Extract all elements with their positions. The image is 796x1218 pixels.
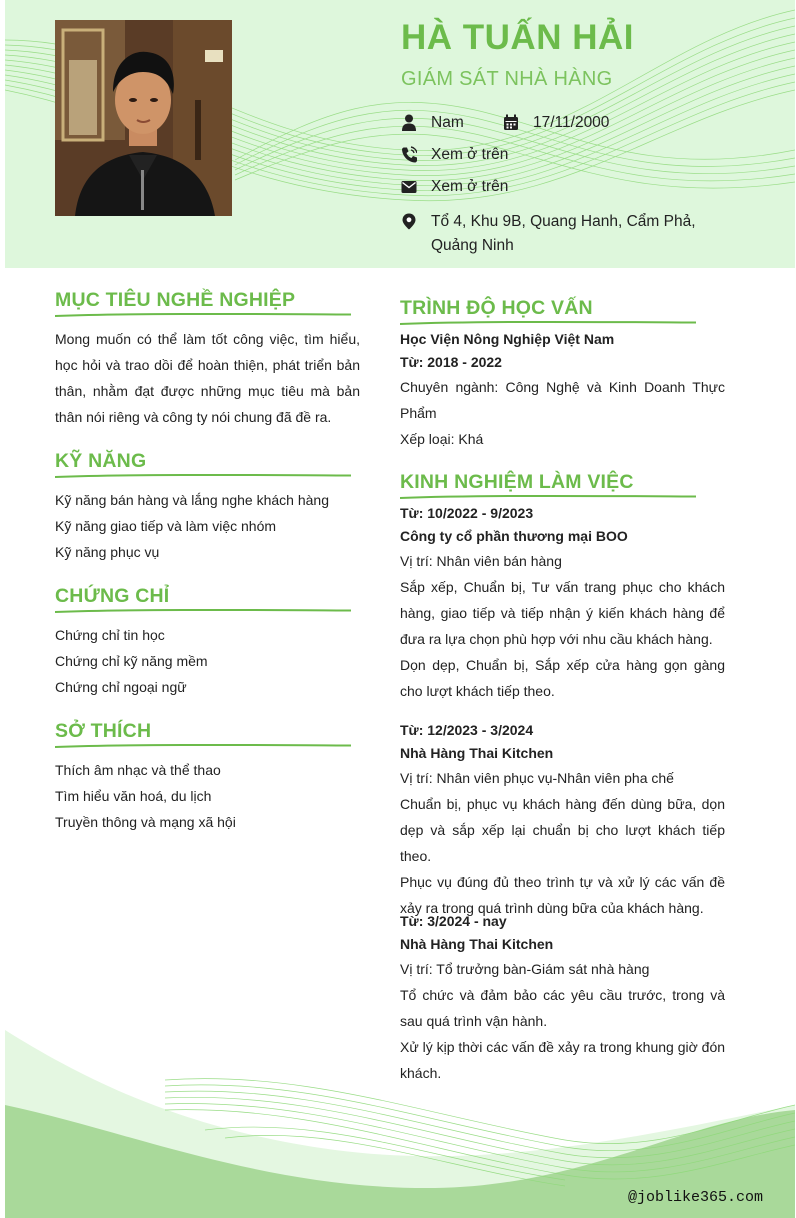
- hobby-item: Tìm hiểu văn hoá, du lịch: [55, 788, 212, 804]
- dob-value: 17/11/2000: [533, 114, 610, 131]
- job-period: Từ: 3/2024 - nay: [400, 913, 507, 929]
- skills-underline: [55, 473, 351, 479]
- certificate-item: Chứng chỉ ngoại ngữ: [55, 679, 187, 695]
- education-underline: [400, 320, 696, 326]
- certificates-underline: [55, 608, 351, 614]
- education-school: Học Viện Nông Nghiệp Việt Nam: [400, 331, 615, 347]
- skill-item: Kỹ năng giao tiếp và làm việc nhóm: [55, 518, 277, 534]
- job-position: Vị trí: Nhân viên phục vụ-Nhân viên pha chế: [400, 770, 674, 786]
- address-row: [401, 210, 731, 258]
- profile-photo: [55, 20, 232, 216]
- hobbies-heading: SỞ THÍCH: [55, 720, 152, 742]
- job-company: Nhà Hàng Thai Kitchen: [400, 745, 554, 761]
- job-duty: Tổ chức và đảm bảo các yêu cầu trước, trong và sau quá trình vận hành.: [400, 987, 725, 1029]
- email-row: [401, 178, 508, 196]
- job-period: Từ: 10/2022 - 9/2023: [400, 505, 534, 521]
- job-entry-2: [400, 719, 725, 921]
- certificates-list: [55, 622, 360, 700]
- job-duty: Sắp xếp, Chuẩn bị, Tư vấn trang phục cho khách hàng, giao tiếp và tiếp nhận ý kiến khách hàng để đưa ra lựa chọn phù hợp với nhu cầu khách hàng.: [400, 579, 725, 647]
- certificate-item: Chứng chỉ kỹ năng mềm: [55, 653, 208, 669]
- address-value: Tổ 4, Khu 9B, Quang Hanh, Cẩm Phả, Quảng Ninh: [431, 213, 696, 254]
- skill-item: Kỹ năng phục vụ: [55, 544, 160, 560]
- job-position: Vị trí: Tổ trưởng bàn-Giám sát nhà hàng: [400, 961, 650, 977]
- job-duty: Dọn dẹp, Chuẩn bị, Sắp xếp cửa hàng gọn gàng cho lượt khách tiếp theo.: [400, 657, 725, 699]
- hobby-item: Truyền thông và mạng xã hội: [55, 814, 236, 830]
- watermark: @joblike365.com: [627, 1189, 763, 1206]
- mail-icon: [401, 178, 417, 196]
- objective-heading: MỤC TIÊU NGHỀ NGHIỆP: [55, 289, 296, 311]
- skills-heading: KỸ NĂNG: [55, 450, 147, 472]
- user-icon: [401, 114, 417, 132]
- experience-heading: KINH NGHIỆM LÀM VIỆC: [400, 471, 634, 493]
- hobby-item: Thích âm nhạc và thể thao: [55, 762, 221, 778]
- job-entry-1: [400, 502, 725, 704]
- job-duty: Phục vụ đúng đủ theo trình tự và xử lý các vấn đề xảy ra trong quá trình dùng bữa của khách hàng.: [400, 874, 725, 916]
- job-title: GIÁM SÁT NHÀ HÀNG: [401, 68, 613, 90]
- job-position: Vị trí: Nhân viên bán hàng: [400, 553, 562, 569]
- phone-value: Xem ở trên: [431, 146, 509, 163]
- education-heading: TRÌNH ĐỘ HỌC VẤN: [400, 297, 593, 319]
- dob-row: [503, 114, 609, 132]
- job-duty: Chuẩn bị, phục vụ khách hàng đến dùng bữa, dọn dẹp và sắp xếp lại chuẩn bị cho lượt khách tiếp theo.: [400, 796, 725, 864]
- full-name: HÀ TUẤN HẢI: [401, 18, 634, 57]
- gender-value: Nam: [431, 114, 464, 131]
- job-company: Nhà Hàng Thai Kitchen: [400, 936, 554, 952]
- education-major: Chuyên ngành: Công Nghệ và Kinh Doanh Thực Phẩm: [400, 379, 725, 421]
- job-period: Từ: 12/2023 - 3/2024: [400, 722, 534, 738]
- objective-underline: [55, 312, 351, 318]
- certificates-heading: CHỨNG CHỈ: [55, 585, 170, 607]
- gender-row: [401, 114, 464, 132]
- location-icon: [401, 213, 417, 231]
- header: [5, 0, 795, 268]
- email-value: Xem ở trên: [431, 178, 509, 195]
- phone-row: [401, 146, 508, 164]
- hobbies-list: [55, 757, 360, 835]
- certificate-item: Chứng chỉ tin học: [55, 627, 165, 643]
- objective-text: Mong muốn có thể làm tốt công việc, tìm hiểu, học hỏi và trao dồi để hoàn thiện, phát triển bản thân, nhằm đạt được những mục tiêu mà bản thân nói riêng và công ty nói chung đã đề ra.: [55, 331, 360, 425]
- job-duty: Xử lý kịp thời các vấn đề xảy ra trong khung giờ đón khách.: [400, 1039, 726, 1081]
- education-block: [400, 328, 725, 452]
- experience-underline: [400, 494, 696, 500]
- skill-item: Kỹ năng bán hàng và lắng nghe khách hàng: [55, 492, 330, 508]
- calendar-icon: [503, 114, 519, 132]
- phone-icon: [401, 146, 417, 164]
- cv-page: [5, 0, 795, 1218]
- education-grade: Xếp loại: Khá: [400, 431, 484, 447]
- education-period: Từ: 2018 - 2022: [400, 354, 502, 370]
- skills-list: [55, 487, 360, 565]
- job-company: Công ty cổ phần thương mại BOO: [400, 528, 628, 544]
- hobbies-underline: [55, 743, 351, 749]
